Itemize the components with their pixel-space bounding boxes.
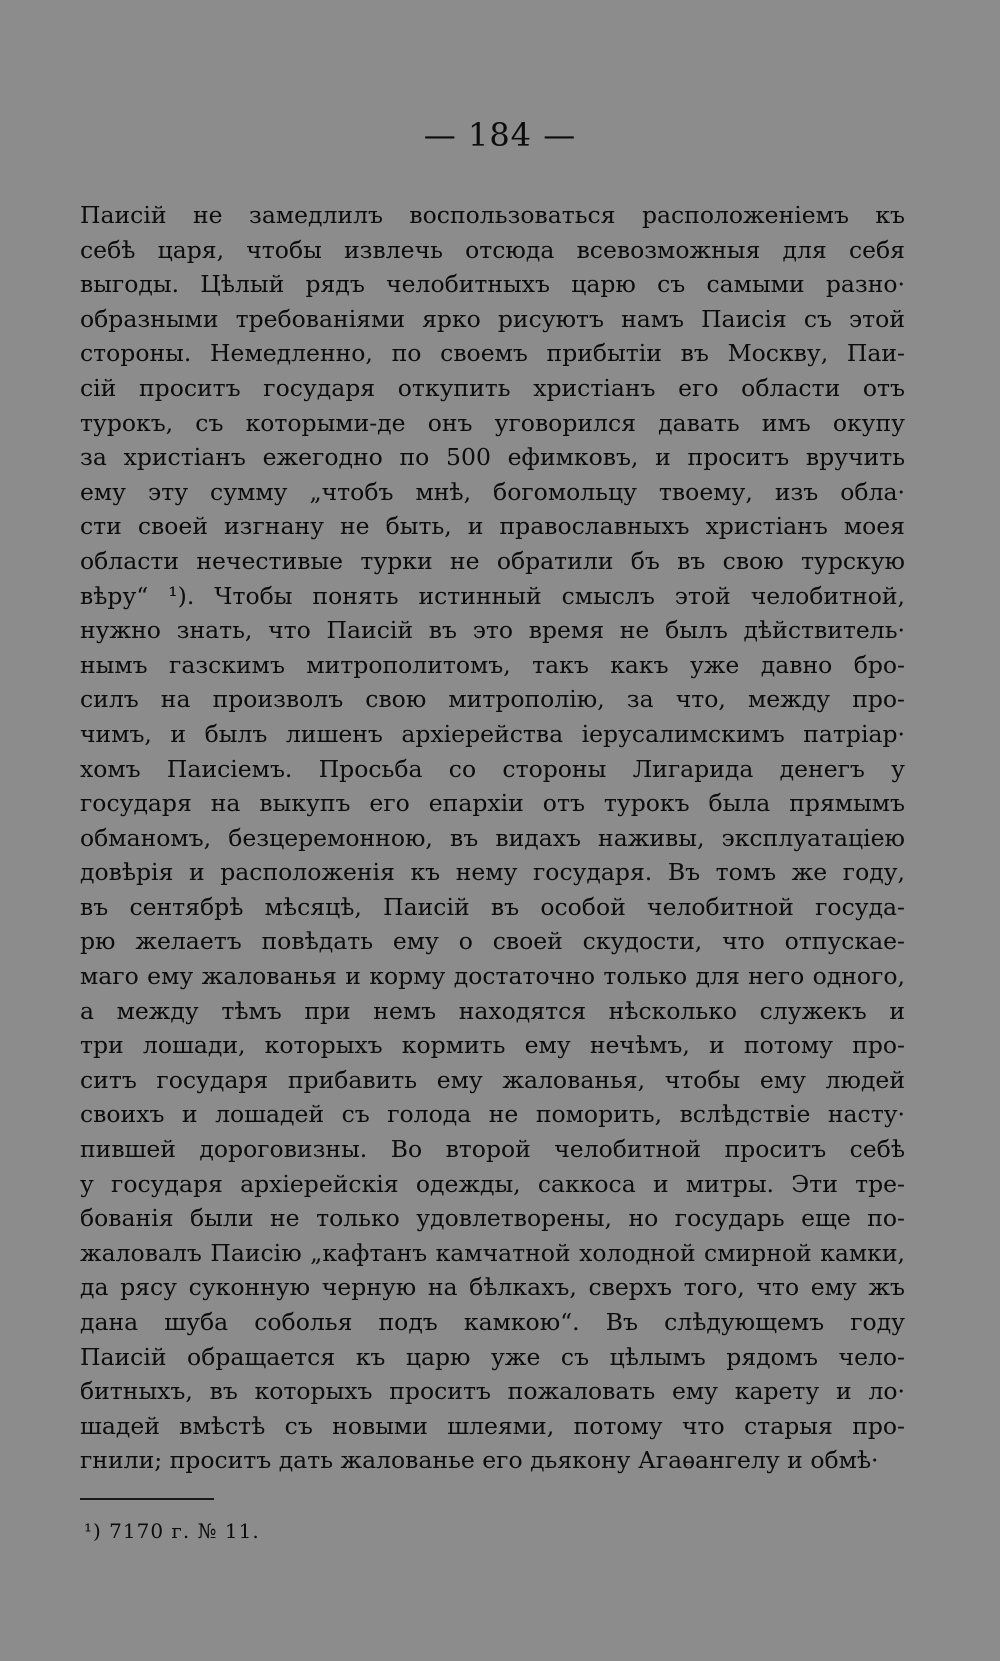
text-line: сій проситъ государя откупить христіанъ его области отъ	[80, 373, 905, 402]
text-line: дана шуба соболья подъ камкою“. Въ слѣдующемъ году	[80, 1308, 905, 1336]
text-line: чимъ, и былъ лишенъ архіерейства іерусалимскимъ патріар·	[80, 719, 905, 748]
text-line: нужно знать, что Паисій въ это время не былъ дѣйствитель·	[80, 616, 905, 645]
text-line: да рясу суконную черную на бѣлкахъ, сверхъ того, что ему жъ	[80, 1273, 905, 1302]
text-line: ситъ государя прибавить ему жалованья, чтобы ему людей	[80, 1065, 905, 1094]
text-line: стороны. Немедленно, по своемъ прибытіи въ Москву, Паи-	[80, 339, 905, 368]
text-line: сти своей изгнану не быть, и православныхъ христіанъ моея	[80, 512, 905, 541]
text-line: три лошади, которыхъ кормить ему нечѣмъ, и потому про-	[80, 1031, 905, 1060]
text-line: образными требованіями ярко рисуютъ намъ Паисія съ этой	[80, 304, 905, 333]
text-line: ему эту сумму „чтобъ мнѣ, богомольцу твоему, изъ обла·	[80, 477, 905, 506]
text-line: Паисій обращается къ царю уже съ цѣлымъ рядомъ чело-	[80, 1342, 905, 1371]
text-line: силъ на произволъ свою митрополію, за что, между про-	[80, 685, 905, 714]
text-line: обманомъ, безцеремонною, въ видахъ наживы, эксплуатаціею	[80, 823, 905, 852]
text-line: хомъ Паисіемъ. Просьба со стороны Лигарида денегъ у	[80, 754, 905, 783]
text-line: въ сентябрѣ мѣсяцѣ, Паисій въ особой челобитной госуда-	[80, 892, 905, 921]
footnote-rule	[80, 1498, 214, 1500]
text-line: области нечестивые турки не обратили бъ въ свою турскую	[80, 546, 905, 575]
text-line: выгоды. Цѣлый рядъ челобитныхъ царю съ самыми разно·	[80, 270, 905, 299]
text-line: маго ему жалованья и корму достаточно только для него одного,	[80, 962, 905, 991]
text-line: жаловалъ Паисію „кафтанъ камчатной холодной смирной камки,	[80, 1238, 905, 1267]
page-number: — 184 —	[423, 116, 577, 154]
text-line: пившей дороговизны. Во второй челобитной проситъ себѣ	[80, 1135, 905, 1164]
text-line: битныхъ, въ которыхъ проситъ пожаловать ему карету и ло·	[80, 1377, 905, 1406]
text-line: Паисій не замедлилъ воспользоваться расположеніемъ къ	[80, 201, 905, 229]
text-line: бованія были не только удовлетворены, но государь еще по-	[80, 1204, 905, 1233]
body-text	[80, 198, 905, 1478]
footnote: ¹) 7170 г. № 11.	[84, 1519, 260, 1543]
text-line: шадей вмѣстѣ съ новыми шлеями, потому что старыя про-	[80, 1411, 905, 1440]
text-line: рю желаетъ повѣдать ему о своей скудости, что отпускае-	[80, 927, 905, 956]
text-line: довѣрія и расположенія къ нему государя. Въ томъ же году,	[80, 858, 905, 887]
text-line: нымъ газскимъ митрополитомъ, такъ какъ уже давно бро-	[80, 650, 905, 679]
text-line: своихъ и лошадей съ голода не поморить, вслѣдствіе насту·	[80, 1100, 905, 1129]
text-line: себѣ царя, чтобы извлечь отсюда всевозможныя для себя	[80, 235, 905, 264]
text-line: за христіанъ ежегодно по 500 ефимковъ, и проситъ вручить	[80, 443, 905, 472]
text-line: у государя архіерейскія одежды, саккоса и митры. Эти тре-	[80, 1169, 905, 1198]
text-line: гнили; проситъ дать жалованье его дьякону Агаѳангелу и обмѣ·	[80, 1446, 879, 1475]
text-line: а между тѣмъ при немъ находятся нѣсколько служекъ и	[80, 996, 905, 1025]
text-line: вѣру“ ¹). Чтобы понять истинный смыслъ этой челобитной,	[80, 581, 905, 610]
text-line: турокъ, съ которыми-де онъ уговорился давать имъ окупу	[80, 408, 905, 437]
text-line: государя на выкупъ его епархіи отъ турокъ была прямымъ	[80, 789, 905, 818]
